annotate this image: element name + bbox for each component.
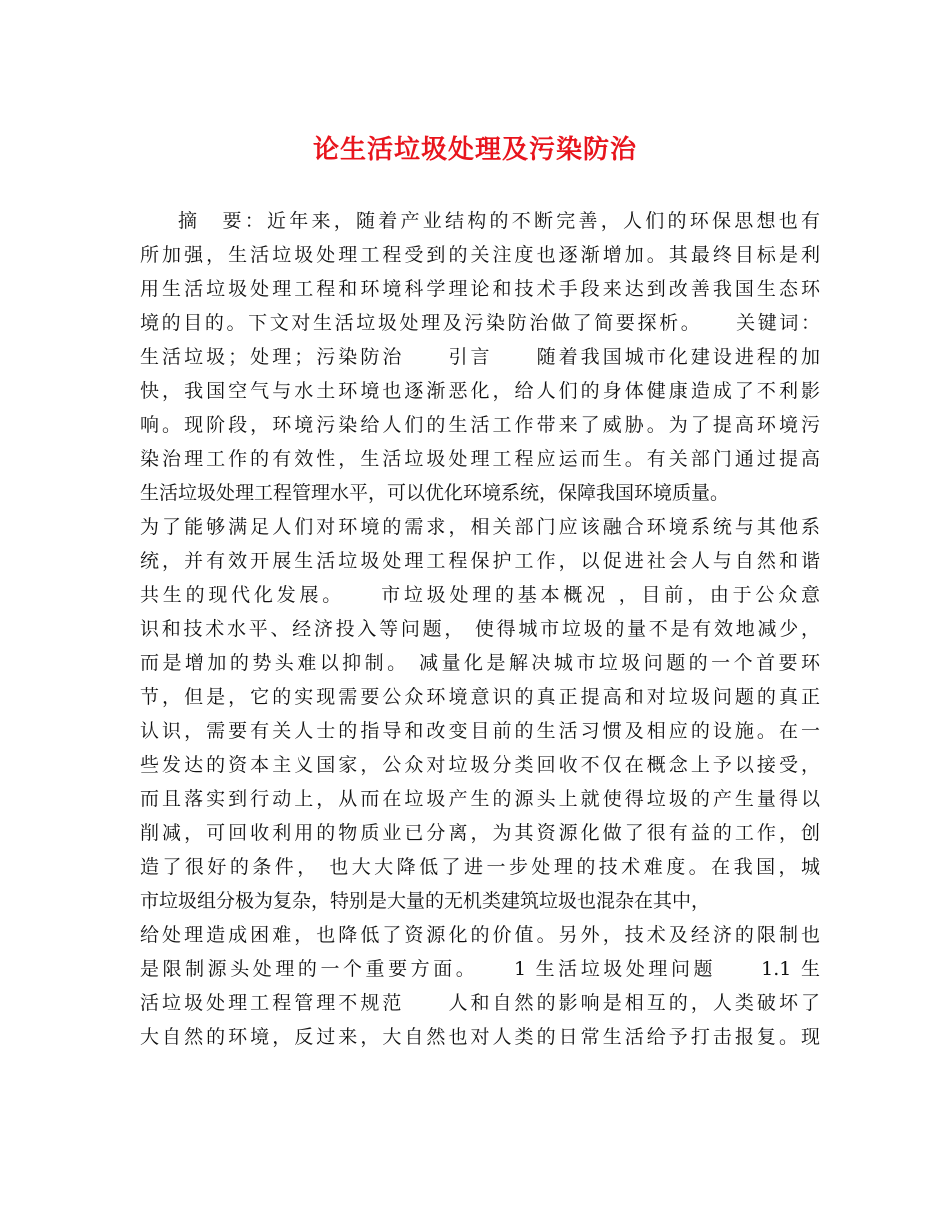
body-line: 大自然的环境，反过来，大自然也对人类的日常生活给予打击报复。现 <box>140 1026 820 1048</box>
body-line: 造了很好的条件， 也大大降低了进一步处理的技术难度。在我国，城 <box>140 856 820 878</box>
body-line: 削减，可回收利用的物质业已分离，为其资源化做了很有益的工作，创 <box>140 822 820 844</box>
body-line: 生活垃圾处理工程管理水平，可以优化环境系统，保障我国环境质量。 <box>140 482 730 504</box>
body-line: 境的目的。下文对生活垃圾处理及污染防治做了简要探析。 关键词： <box>140 312 820 334</box>
body-line: 活垃圾处理工程管理不规范 人和自然的影响是相互的，人类破坏了 <box>140 992 820 1014</box>
body-line: 快，我国空气与水土环境也逐渐恶化，给人们的身体健康造成了不利影 <box>140 380 820 402</box>
body-line: 给处理造成困难，也降低了资源化的价值。另外，技术及经济的限制也 <box>140 924 820 946</box>
body-line: 生活垃圾；处理；污染防治 引言 随着我国城市化建设进程的加 <box>140 346 820 368</box>
body-line: 而且落实到行动上，从而在垃圾产生的源头上就使得垃圾的产生量得以 <box>140 788 820 810</box>
body-line: 节，但是，它的实现需要公众环境意识的真正提高和对垃圾问题的真正 <box>140 686 820 708</box>
body-line: 响。现阶段，环境污染给人们的生活工作带来了威胁。为了提高环境污 <box>140 414 820 436</box>
document-title: 论生活垃圾处理及污染防治 <box>312 135 637 165</box>
body-line: 染治理工作的有效性，生活垃圾处理工程应运而生。有关部门通过提高 <box>140 448 820 470</box>
body-line: 认识，需要有关人士的指导和改变目前的生活习惯及相应的设施。在一 <box>140 720 820 742</box>
body-line: 是限制源头处理的一个重要方面。 1 生活垃圾处理问题 1.1 生 <box>140 958 820 980</box>
document-body <box>140 204 820 1054</box>
body-line: 统，并有效开展生活垃圾处理工程保护工作，以促进社会人与自然和谐 <box>140 550 820 572</box>
body-line: 摘 要：近年来，随着产业结构的不断完善，人们的环保思想也有 <box>178 210 820 232</box>
body-line: 识和技术水平、经济投入等问题， 使得城市垃圾的量不是有效地减少， <box>140 618 820 640</box>
body-line: 市垃圾组分极为复杂，特别是大量的无机类建筑垃圾也混杂在其中， <box>140 890 711 912</box>
body-line: 为了能够满足人们对环境的需求，相关部门应该融合环境系统与其他系 <box>140 516 820 538</box>
body-line: 些发达的资本主义国家，公众对垃圾分类回收不仅在概念上予以接受， <box>140 754 820 776</box>
body-line: 共生的现代化发展。 市垃圾处理的基本概况 ，目前，由于公众意 <box>140 584 820 606</box>
body-line: 所加强，生活垃圾处理工程受到的关注度也逐渐增加。其最终目标是利 <box>140 244 820 266</box>
body-line: 而是增加的势头难以抑制。 减量化是解决城市垃圾问题的一个首要环 <box>140 652 820 674</box>
body-line: 用生活垃圾处理工程和环境科学理论和技术手段来达到改善我国生态环 <box>140 278 820 300</box>
